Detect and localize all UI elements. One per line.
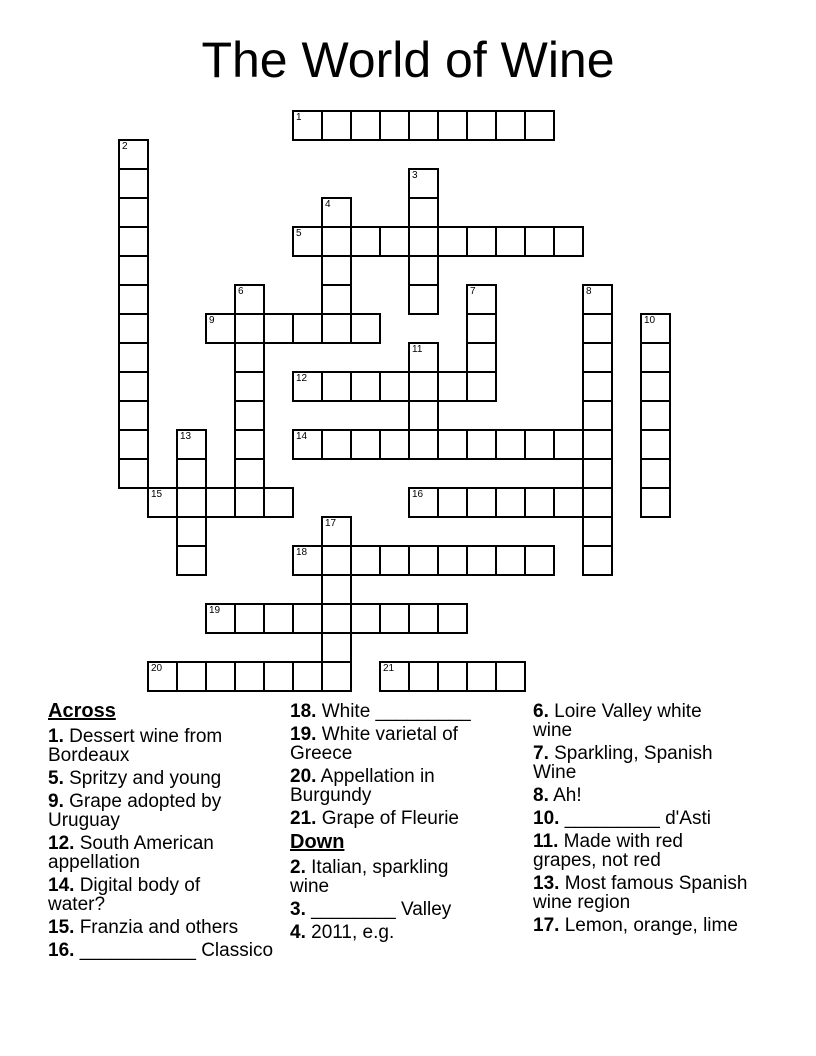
cell-number-13: 13: [180, 431, 192, 442]
grid-cell-r13c12[interactable]: [466, 487, 497, 518]
clue-number: 18.: [290, 701, 317, 722]
cell-number-17: 17: [325, 518, 337, 529]
grid-cell-r19c11[interactable]: [437, 661, 468, 692]
grid-cell-r8c4[interactable]: [234, 342, 265, 373]
grid-cell-r4c11[interactable]: [437, 226, 468, 257]
grid-cell-r15c16[interactable]: [582, 545, 613, 576]
grid-cell-r4c14[interactable]: [524, 226, 555, 257]
clue-item-7: 7. Sparkling, Spanish Wine: [533, 743, 713, 783]
grid-cell-r17c11[interactable]: [437, 603, 468, 634]
grid-cell-r2c10[interactable]: [408, 168, 439, 199]
grid-cell-r0c8[interactable]: [350, 110, 381, 141]
grid-cell-r7c4[interactable]: [234, 313, 265, 344]
grid-cell-r9c12[interactable]: [466, 371, 497, 402]
grid-cell-r0c13[interactable]: [495, 110, 526, 141]
grid-cell-r10c16[interactable]: [582, 400, 613, 431]
grid-cell-r8c18[interactable]: [640, 342, 671, 373]
clue-number: 5.: [48, 768, 64, 789]
clue-number: 16.: [48, 940, 75, 961]
grid-cell-r9c11[interactable]: [437, 371, 468, 402]
clue-number: 19.: [290, 724, 317, 745]
grid-cell-r11c0[interactable]: [118, 429, 149, 460]
cell-number-21: 21: [383, 663, 395, 674]
grid-cell-r9c6[interactable]: [292, 371, 323, 402]
grid-cell-r6c12[interactable]: [466, 284, 497, 315]
clue-number: 1.: [48, 726, 64, 747]
grid-cell-r17c6[interactable]: [292, 603, 323, 634]
grid-cell-r15c7[interactable]: [321, 545, 352, 576]
grid-cell-r13c1[interactable]: [147, 487, 178, 518]
grid-cell-r14c7[interactable]: [321, 516, 352, 547]
grid-cell-r4c7[interactable]: [321, 226, 352, 257]
clue-column-1: [48, 701, 280, 964]
clue-item-15: 15. Franzia and others: [48, 917, 239, 938]
grid-cell-r15c14[interactable]: [524, 545, 555, 576]
grid-cell-r0c6[interactable]: [292, 110, 323, 141]
grid-cell-r15c8[interactable]: [350, 545, 381, 576]
grid-cell-r2c0[interactable]: [118, 168, 149, 199]
grid-cell-r5c7[interactable]: [321, 255, 352, 286]
clue-item-21: 21. Grape of Fleurie: [290, 808, 459, 829]
grid-cell-r15c2[interactable]: [176, 545, 207, 576]
grid-cell-r7c3[interactable]: [205, 313, 236, 344]
grid-cell-r4c0[interactable]: [118, 226, 149, 257]
grid-cell-r8c16[interactable]: [582, 342, 613, 373]
grid-cell-r15c9[interactable]: [379, 545, 410, 576]
clue-item-16: 16. ___________ Classico: [48, 940, 274, 961]
grid-cell-r11c8[interactable]: [350, 429, 381, 460]
clue-number: 8.: [533, 785, 549, 806]
cell-number-8: 8: [586, 286, 592, 297]
grid-cell-r9c18[interactable]: [640, 371, 671, 402]
grid-cell-r9c10[interactable]: [408, 371, 439, 402]
cell-number-5: 5: [296, 228, 302, 239]
clue-number: 3.: [290, 899, 306, 920]
grid-cell-r15c10[interactable]: [408, 545, 439, 576]
grid-cell-r11c14[interactable]: [524, 429, 555, 460]
clue-number: 13.: [533, 873, 560, 894]
grid-cell-r3c0[interactable]: [118, 197, 149, 228]
grid-cell-r12c4[interactable]: [234, 458, 265, 489]
grid-cell-r19c9[interactable]: [379, 661, 410, 692]
grid-cell-r4c15[interactable]: [553, 226, 584, 257]
grid-cell-r0c10[interactable]: [408, 110, 439, 141]
clue-item-13: 13. Most famous Spanish wine region: [533, 873, 748, 913]
grid-cell-r11c6[interactable]: [292, 429, 323, 460]
grid-cell-r13c15[interactable]: [553, 487, 584, 518]
grid-cell-r13c18[interactable]: [640, 487, 671, 518]
grid-cell-r13c16[interactable]: [582, 487, 613, 518]
clue-number: 11.: [533, 831, 559, 852]
clues-across-header: Across: [48, 700, 116, 722]
grid-cell-r14c2[interactable]: [176, 516, 207, 547]
clue-item-19: 19. White varietal of Greece: [290, 724, 458, 764]
clue-item-17: 17. Lemon, orange, lime: [533, 915, 738, 936]
cell-number-7: 7: [470, 286, 476, 297]
grid-cell-r17c5[interactable]: [263, 603, 294, 634]
grid-cell-r19c5[interactable]: [263, 661, 294, 692]
grid-cell-r19c4[interactable]: [234, 661, 265, 692]
grid-cell-r7c16[interactable]: [582, 313, 613, 344]
clue-number: 21.: [290, 808, 317, 829]
clue-item-9: 9. Grape adopted by Uruguay: [48, 791, 222, 831]
grid-cell-r6c10[interactable]: [408, 284, 439, 315]
grid-cell-r15c12[interactable]: [466, 545, 497, 576]
grid-cell-r11c9[interactable]: [379, 429, 410, 460]
cell-number-10: 10: [644, 315, 656, 326]
grid-cell-r11c7[interactable]: [321, 429, 352, 460]
grid-cell-r19c7[interactable]: [321, 661, 352, 692]
grid-cell-r17c7[interactable]: [321, 603, 352, 634]
grid-cell-r19c13[interactable]: [495, 661, 526, 692]
puzzle-title: The World of Wine: [201, 32, 615, 88]
grid-cell-r11c10[interactable]: [408, 429, 439, 460]
cell-number-14: 14: [296, 431, 308, 442]
grid-cell-r11c2[interactable]: [176, 429, 207, 460]
grid-cell-r13c13[interactable]: [495, 487, 526, 518]
grid-cell-r0c9[interactable]: [379, 110, 410, 141]
grid-cell-r7c12[interactable]: [466, 313, 497, 344]
grid-cell-r9c7[interactable]: [321, 371, 352, 402]
grid-cell-r3c10[interactable]: [408, 197, 439, 228]
clue-number: 4.: [290, 922, 306, 943]
grid-cell-r14c16[interactable]: [582, 516, 613, 547]
grid-cell-r19c3[interactable]: [205, 661, 236, 692]
grid-cell-r0c7[interactable]: [321, 110, 352, 141]
clue-item-2: 2. Italian, sparkling wine: [290, 857, 449, 897]
grid-cell-r5c0[interactable]: [118, 255, 149, 286]
grid-cell-r7c8[interactable]: [350, 313, 381, 344]
grid-cell-r0c14[interactable]: [524, 110, 555, 141]
cell-number-18: 18: [296, 547, 308, 558]
grid-cell-r11c15[interactable]: [553, 429, 584, 460]
clue-column-3: [533, 702, 778, 939]
grid-cell-r7c6[interactable]: [292, 313, 323, 344]
grid-cell-r4c6[interactable]: [292, 226, 323, 257]
grid-cell-r5c10[interactable]: [408, 255, 439, 286]
clue-item-11: 11. Made with red grapes, not red: [533, 831, 683, 871]
clue-column-2: [290, 702, 512, 946]
grid-cell-r6c0[interactable]: [118, 284, 149, 315]
grid-cell-r12c16[interactable]: [582, 458, 613, 489]
clue-number: 10.: [533, 808, 560, 829]
grid-cell-r10c0[interactable]: [118, 400, 149, 431]
clue-number: 6.: [533, 701, 549, 722]
grid-cell-r17c3[interactable]: [205, 603, 236, 634]
grid-cell-r9c0[interactable]: [118, 371, 149, 402]
grid-cell-r9c16[interactable]: [582, 371, 613, 402]
grid-cell-r17c8[interactable]: [350, 603, 381, 634]
grid-cell-r11c4[interactable]: [234, 429, 265, 460]
clue-number: 17.: [533, 915, 560, 936]
cell-number-15: 15: [151, 489, 163, 500]
clue-item-10: 10. _________ d'Asti: [533, 808, 711, 829]
clue-item-14: 14. Digital body of water?: [48, 875, 201, 915]
cell-number-11: 11: [412, 344, 423, 355]
grid-cell-r6c16[interactable]: [582, 284, 613, 315]
clue-item-4: 4. 2011, e.g.: [290, 922, 395, 943]
clue-item-18: 18. White _________: [290, 701, 471, 722]
grid-cell-r13c11[interactable]: [437, 487, 468, 518]
grid-cell-r11c16[interactable]: [582, 429, 613, 460]
clue-number: 14.: [48, 875, 75, 896]
cell-number-19: 19: [209, 605, 221, 616]
clue-number: 12.: [48, 833, 75, 854]
clue-item-6: 6. Loire Valley white wine: [533, 701, 702, 741]
grid-cell-r4c12[interactable]: [466, 226, 497, 257]
grid-cell-r17c4[interactable]: [234, 603, 265, 634]
grid-cell-r10c4[interactable]: [234, 400, 265, 431]
grid-cell-r13c4[interactable]: [234, 487, 265, 518]
cell-number-9: 9: [209, 315, 215, 326]
cell-number-3: 3: [412, 170, 418, 181]
clues-down-header: Down: [290, 831, 345, 853]
grid-cell-r7c5[interactable]: [263, 313, 294, 344]
grid-cell-r17c10[interactable]: [408, 603, 439, 634]
cell-number-12: 12: [296, 373, 308, 384]
grid-cell-r11c11[interactable]: [437, 429, 468, 460]
clue-item-5: 5. Spritzy and young: [48, 768, 222, 789]
grid-cell-r19c2[interactable]: [176, 661, 207, 692]
clue-number: 7.: [533, 743, 549, 764]
grid-cell-r4c13[interactable]: [495, 226, 526, 257]
grid-cell-r18c7[interactable]: [321, 632, 352, 663]
grid-cell-r19c1[interactable]: [147, 661, 178, 692]
clue-number: 20.: [290, 766, 317, 787]
clue-number: 15.: [48, 917, 75, 938]
grid-cell-r0c11[interactable]: [437, 110, 468, 141]
grid-cell-r7c0[interactable]: [118, 313, 149, 344]
clue-item-1: 1. Dessert wine from Bordeaux: [48, 726, 223, 766]
grid-cell-r11c12[interactable]: [466, 429, 497, 460]
grid-cell-r17c9[interactable]: [379, 603, 410, 634]
clue-item-20: 20. Appellation in Burgundy: [290, 766, 435, 806]
clue-item-8: 8. Ah!: [533, 785, 582, 806]
grid-cell-r10c10[interactable]: [408, 400, 439, 431]
grid-cell-r13c3[interactable]: [205, 487, 236, 518]
grid-cell-r3c7[interactable]: [321, 197, 352, 228]
cell-number-4: 4: [325, 199, 331, 210]
grid-cell-r13c5[interactable]: [263, 487, 294, 518]
grid-cell-r12c18[interactable]: [640, 458, 671, 489]
grid-cell-r10c18[interactable]: [640, 400, 671, 431]
grid-cell-r15c6[interactable]: [292, 545, 323, 576]
grid-cell-r15c13[interactable]: [495, 545, 526, 576]
grid-cell-r13c2[interactable]: [176, 487, 207, 518]
clue-number: 2.: [290, 857, 306, 878]
grid-cell-r19c6[interactable]: [292, 661, 323, 692]
grid-cell-r15c11[interactable]: [437, 545, 468, 576]
grid-cell-r19c10[interactable]: [408, 661, 439, 692]
grid-cell-r8c10[interactable]: [408, 342, 439, 373]
clue-item-12: 12. South American appellation: [48, 833, 214, 873]
grid-cell-r8c0[interactable]: [118, 342, 149, 373]
grid-cell-r13c14[interactable]: [524, 487, 555, 518]
grid-cell-r8c12[interactable]: [466, 342, 497, 373]
grid-cell-r6c4[interactable]: [234, 284, 265, 315]
cell-number-1: 1: [296, 112, 302, 123]
grid-cell-r19c12[interactable]: [466, 661, 497, 692]
grid-cell-r13c10[interactable]: [408, 487, 439, 518]
grid-cell-r16c7[interactable]: [321, 574, 352, 605]
grid-cell-r11c18[interactable]: [640, 429, 671, 460]
grid-cell-r6c7[interactable]: [321, 284, 352, 315]
clue-number: 9.: [48, 791, 64, 812]
grid-cell-r4c10[interactable]: [408, 226, 439, 257]
grid-cell-r9c8[interactable]: [350, 371, 381, 402]
cell-number-6: 6: [238, 286, 244, 297]
grid-cell-r12c2[interactable]: [176, 458, 207, 489]
grid-cell-r9c4[interactable]: [234, 371, 265, 402]
clue-item-3: 3. ________ Valley: [290, 899, 452, 920]
grid-cell-r11c13[interactable]: [495, 429, 526, 460]
grid-cell-r0c12[interactable]: [466, 110, 497, 141]
grid-cell-r4c9[interactable]: [379, 226, 410, 257]
cell-number-20: 20: [151, 663, 163, 674]
cell-number-2: 2: [122, 141, 128, 152]
grid-cell-r12c0[interactable]: [118, 458, 149, 489]
grid-cell-r7c7[interactable]: [321, 313, 352, 344]
cell-number-16: 16: [412, 489, 424, 500]
grid-cell-r4c8[interactable]: [350, 226, 381, 257]
grid-cell-r9c9[interactable]: [379, 371, 410, 402]
grid-cell-r1c0[interactable]: [118, 139, 149, 170]
grid-cell-r7c18[interactable]: [640, 313, 671, 344]
